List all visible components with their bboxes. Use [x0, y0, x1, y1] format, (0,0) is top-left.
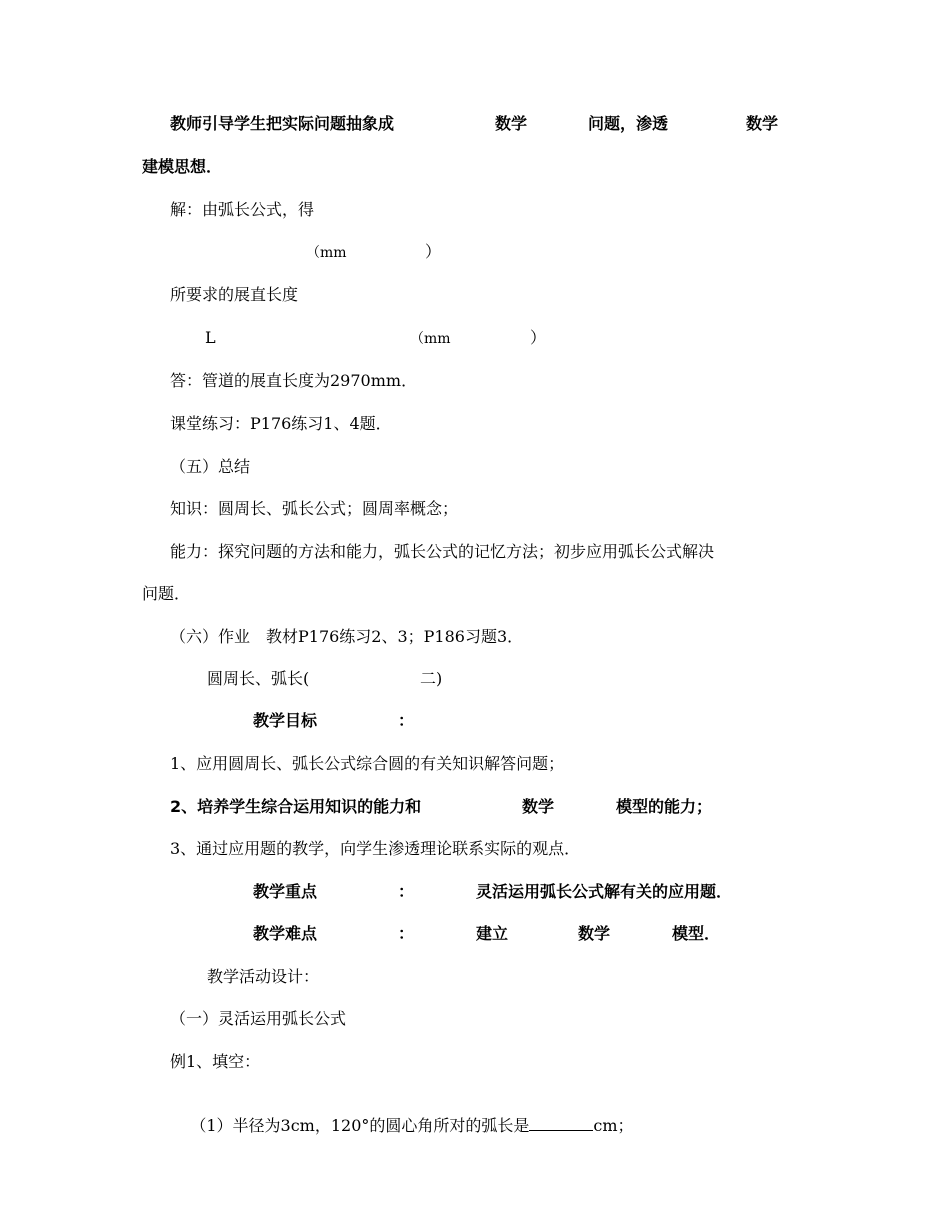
paragraph-text: 数学	[495, 114, 528, 133]
paragraph-text: 知识：圆周长、弧长公式；圆周率概念；	[170, 499, 459, 518]
question-text: （1）半径为3cm，120°的圆心角所对的弧长是	[190, 1116, 530, 1135]
unit-label: ）	[425, 242, 442, 261]
unit-label: （mm	[410, 331, 451, 347]
answer-text: 答：管道的展直长度为2970mm．	[170, 371, 418, 390]
homework-text: （六）作业 教材P176练习2、3；P186习题3．	[170, 627, 524, 646]
paragraph-text: 数学	[746, 114, 779, 133]
paragraph-text: 问题．	[142, 584, 191, 603]
paragraph-text: 建模思想．	[142, 157, 223, 176]
paragraph-text: 问题，渗透	[588, 114, 669, 133]
difficulty-text: 建立	[476, 924, 509, 943]
lesson-title: 二)	[420, 669, 443, 688]
section-heading: （一）灵活运用弧长公式	[170, 1009, 347, 1028]
goal-item: 数学	[522, 797, 555, 816]
difficulty-colon: ：	[398, 924, 415, 943]
question-unit: cm；	[593, 1116, 634, 1135]
section-heading: （五）总结	[170, 457, 251, 476]
activity-heading: 教学活动设计：	[207, 967, 320, 986]
variable-label: L	[205, 328, 216, 347]
goal-item: 2、培养学生综合运用知识的能力和	[170, 797, 422, 816]
key-point-label: 教学重点	[253, 882, 318, 901]
solution-intro: 解：由弧长公式，得	[170, 200, 315, 219]
goals-colon: ：	[398, 711, 415, 730]
practice-text: 课堂练习：P176练习1、4题．	[170, 414, 392, 433]
question-line	[170, 1095, 634, 1156]
difficulty-text: 模型．	[672, 924, 721, 943]
goal-item: 3、通过应用题的教学，向学生渗透理论联系实际的观点．	[170, 839, 581, 858]
unit-label: （mm	[306, 245, 347, 261]
unit-label: ）	[530, 328, 547, 347]
example-label: 例1、填空：	[170, 1052, 261, 1071]
goal-item: 1、应用圆周长、弧长公式综合圆的有关知识解答问题；	[170, 754, 565, 773]
paragraph-text: 能力：探究问题的方法和能力，弧长公式的记忆方法；初步应用弧长公式解决	[170, 542, 715, 561]
goals-label: 教学目标	[253, 711, 318, 730]
answer-blank	[529, 1115, 593, 1131]
goal-item: 模型的能力；	[616, 797, 713, 816]
key-point-colon: ：	[398, 882, 415, 901]
lesson-title: 圆周长、弧长(	[207, 669, 310, 688]
difficulty-label: 教学难点	[253, 924, 318, 943]
paragraph-text: 所要求的展直长度	[170, 285, 299, 304]
paragraph-text: 教师引导学生把实际问题抽象成	[170, 114, 395, 133]
key-point-text: 灵活运用弧长公式解有关的应用题．	[476, 882, 733, 901]
difficulty-text: 数学	[578, 924, 611, 943]
